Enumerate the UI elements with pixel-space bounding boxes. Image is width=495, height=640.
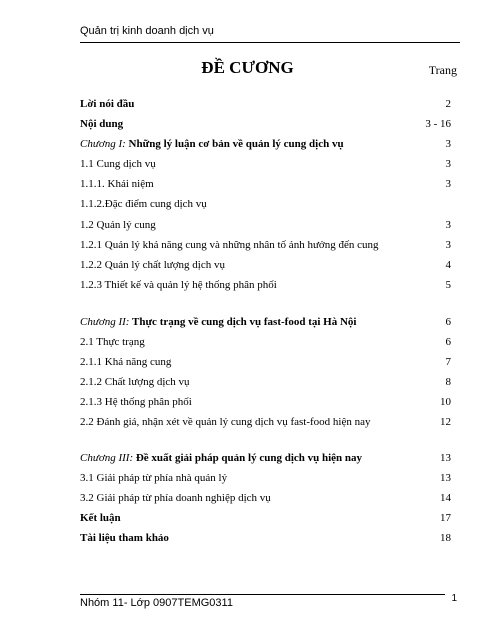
toc-label: Nội dung — [80, 118, 124, 131]
toc-page: 3 - 16 — [425, 118, 451, 131]
chapter-prefix: Chương I: — [80, 138, 126, 151]
table-of-contents — [80, 98, 451, 552]
toc-page: 14 — [440, 491, 451, 504]
toc-page: 3 — [445, 178, 451, 191]
chapter-title: Đề xuất giải pháp quản lý cung dịch vụ hiện nay — [133, 451, 363, 464]
toc-label: 1.1.1. Khái niệm — [80, 178, 154, 191]
page-number: 1 — [451, 593, 457, 604]
toc-entry — [80, 158, 451, 178]
toc-label: Kết luận — [80, 511, 121, 524]
toc-entry-chuong-1 — [80, 138, 451, 158]
toc-page: 8 — [445, 376, 451, 389]
toc-entry-noi-dung — [80, 118, 451, 138]
document-title: ĐỀ CƯƠNG — [201, 58, 294, 77]
toc-page: 6 — [445, 315, 451, 328]
toc-page: 2 — [445, 98, 451, 110]
toc-label: 1.2 Quản lý cung — [80, 218, 156, 231]
toc-label: Lời nói đầu — [80, 98, 135, 110]
toc-entry — [80, 472, 451, 492]
toc-label: 1.2.3 Thiết kế và quản lý hệ thống phân phối — [80, 278, 277, 291]
toc-label — [80, 138, 344, 150]
toc-entry-chuong-3 — [80, 452, 451, 472]
toc-label: 2.1 Thực trạng — [80, 336, 145, 349]
toc-label — [80, 452, 362, 464]
running-footer: Nhóm 11- Lớp 0907TEMG0311 — [80, 597, 233, 609]
header-rule — [80, 42, 460, 43]
toc-label: 1.1.2.Đặc điểm cung dịch vụ — [80, 198, 207, 211]
toc-page: 6 — [445, 336, 451, 349]
toc-page: 12 — [440, 416, 451, 429]
toc-label: 1.2.2 Quản lý chất lượng dịch vụ — [80, 258, 225, 271]
toc-entry-ket-luan — [80, 512, 451, 532]
page-column-label: Trang — [428, 63, 457, 77]
footer-rule — [80, 594, 445, 595]
chapter-title: Thực trạng về cung dịch vụ fast-food tại Hà Nội — [129, 315, 357, 328]
chapter-prefix: Chương II: — [80, 315, 130, 328]
toc-entry-tai-lieu — [80, 532, 451, 552]
toc-label: 3.2 Giải pháp từ phía doanh nghiệp dịch vụ — [80, 491, 271, 504]
toc-entry — [80, 259, 451, 279]
toc-label: 3.1 Giải pháp từ phía nhà quản lý — [80, 471, 228, 484]
toc-page: 3 — [445, 238, 451, 251]
toc-entry-loi-noi-dau — [80, 98, 451, 118]
toc-entry — [80, 198, 451, 218]
toc-page: 10 — [440, 396, 451, 409]
toc-page: 3 — [445, 158, 451, 171]
chapter-title: Những lý luận cơ bản về quản lý cung dịch vụ — [125, 138, 344, 151]
toc-entry — [80, 416, 451, 436]
toc-label: 2.1.2 Chất lượng dịch vụ — [80, 376, 190, 389]
toc-entry-chuong-2 — [80, 316, 451, 336]
toc-page: 7 — [445, 356, 451, 369]
toc-label: 2.2 Đánh giá, nhận xét về quản lý cung dịch vụ fast-food hiện nay — [80, 416, 371, 429]
toc-page: 18 — [440, 531, 451, 544]
toc-label: 2.1.1 Khả năng cung — [80, 356, 172, 369]
toc-entry — [80, 396, 451, 416]
toc-page: 4 — [445, 258, 451, 271]
toc-label: 2.1.3 Hệ thống phân phối — [80, 396, 192, 409]
toc-page: 5 — [445, 278, 451, 291]
toc-entry — [80, 279, 451, 299]
chapter-prefix: Chương III: — [80, 451, 134, 464]
toc-entry — [80, 356, 451, 376]
toc-page: 17 — [440, 511, 451, 524]
toc-page: 13 — [440, 451, 451, 464]
toc-label: 1.2.1 Quản lý khả năng cung và những nhân tố ảnh hưởng đến cung — [80, 238, 379, 251]
toc-entry — [80, 492, 451, 512]
toc-entry — [80, 239, 451, 259]
toc-label: Tài liệu tham khảo — [80, 531, 169, 544]
toc-page: 3 — [445, 218, 451, 231]
toc-label — [80, 316, 356, 328]
running-header: Quản trị kinh doanh dịch vụ — [80, 25, 214, 37]
toc-page: 13 — [440, 471, 451, 484]
toc-page: 3 — [445, 138, 451, 151]
toc-entry — [80, 219, 451, 239]
toc-label: 1.1 Cung dịch vụ — [80, 158, 156, 171]
toc-entry — [80, 178, 451, 198]
toc-entry — [80, 336, 451, 356]
toc-entry — [80, 376, 451, 396]
